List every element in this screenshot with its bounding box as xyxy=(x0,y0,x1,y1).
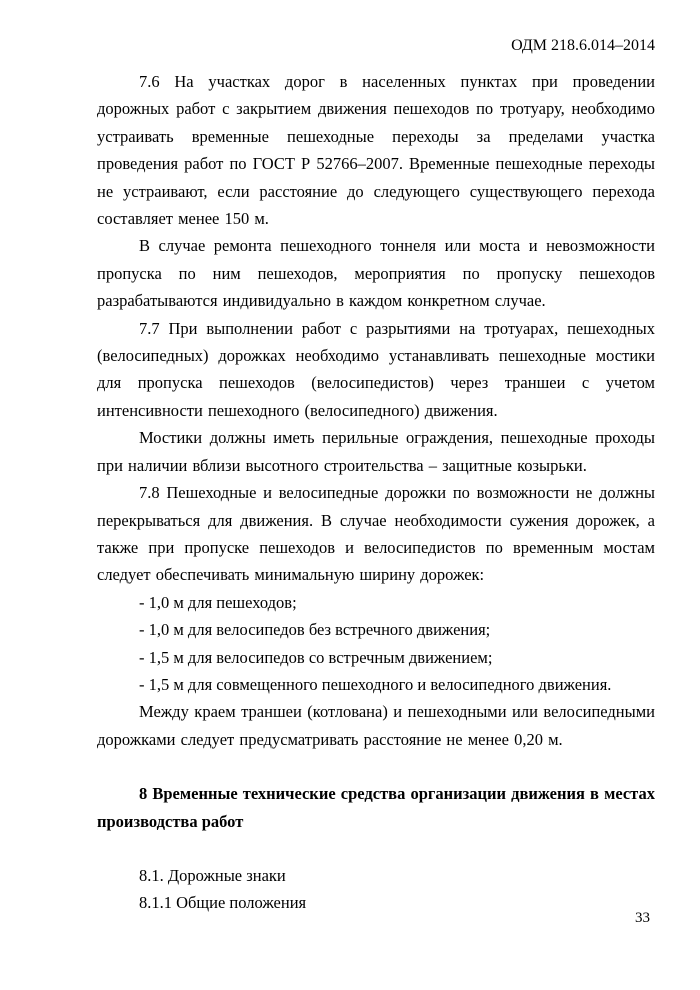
list-item-bikes-twoway: - 1,5 м для велосипедов со встречным движением; xyxy=(139,647,493,667)
document-code-header: ОДМ 218.6.014–2014 xyxy=(511,37,655,54)
paragraph-7-8: 7.8 Пешеходные и велосипедные дорожки по возможности не должны перекрываться для движения. В случае необходимости сужения дорожек, а также при пропуске пешеходов и велосипедистов по временным мостам следует обеспечивать минимальную ширину дорожек: xyxy=(97,483,655,585)
document-content xyxy=(97,36,655,917)
list-item-combined: - 1,5 м для совмещенного пешеходного и велосипедного движения. xyxy=(139,674,612,694)
paragraph-7-6: 7.6 На участках дорог в населенных пунктах при проведении дорожных работ с закрытием движения пешеходов по тротуару, необходимо устраивать временные пешеходные переходы за пределами участка проведения работ по ГОСТ Р 52766–2007. Временные пешеходные переходы не устраивают, если расстояние до следующего существующего перехода составляет менее 150 м. xyxy=(97,72,655,229)
list-item-bikes-oneway: - 1,0 м для велосипедов без встречного движения; xyxy=(139,620,491,640)
list-item-pedestrians: - 1,0 м для пешеходов; xyxy=(139,592,297,612)
paragraph-bridges-railings: Мостики должны иметь перильные ограждения, пешеходные проходы при наличии вблизи высотного строительства – защитные козырьки. xyxy=(97,428,655,475)
paragraph-tunnel-repair: В случае ремонта пешеходного тоннеля или моста и невозможности пропуска по ним пешеходов, мероприятия по пропуску пешеходов разрабатываются индивидуально в каждом конкретном случае. xyxy=(97,236,655,311)
subsection-8-1: 8.1. Дорожные знаки xyxy=(139,865,286,885)
paragraph-7-7: 7.7 При выполнении работ с разрытиями на тротуарах, пешеходных (велосипедных) дорожках необходимо устанавливать пешеходные мостики для пропуска пешеходов (велосипедистов) через траншеи с учетом интенсивности пешеходного (велосипедного) движения. xyxy=(97,318,655,420)
paragraph-trench-distance: Между краем траншеи (котлована) и пешеходными или велосипедными дорожками следует предусматривать расстояние не менее 0,20 м. xyxy=(97,702,655,749)
section-heading-8: 8 Временные технические средства организации движения в местах производства работ xyxy=(97,784,655,831)
page-number: 33 xyxy=(635,910,650,926)
subsection-8-1-1: 8.1.1 Общие положения xyxy=(139,893,307,913)
